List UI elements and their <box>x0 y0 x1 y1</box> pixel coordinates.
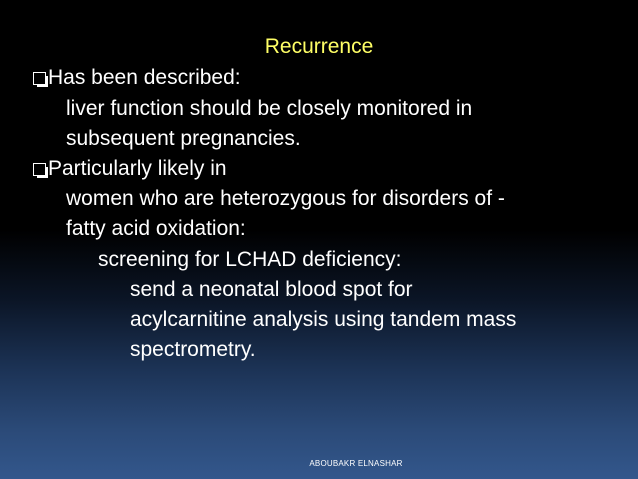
body-line: acylcarnitine analysis using tandem mass <box>130 308 517 331</box>
body-line: subsequent pregnancies. <box>66 127 301 150</box>
body-line: spectrometry. <box>130 338 256 361</box>
body-line: fatty acid oxidation: <box>66 217 246 240</box>
slide-title: Recurrence <box>264 35 374 58</box>
body-line: liver function should be closely monitored in <box>66 97 473 120</box>
checkbox-bullet-icon <box>33 163 46 176</box>
checkbox-bullet-icon <box>33 72 46 85</box>
bullet-item-has-been-described: Has been described: <box>33 66 241 90</box>
body-line: screening for LCHAD deficiency: <box>98 248 402 271</box>
slide-footer: ABOUBAKR ELNASHAR <box>309 459 403 468</box>
body-line: women who are heterozygous for disorders of - <box>66 187 505 210</box>
bullet-item-particularly-likely: Particularly likely in <box>33 157 227 181</box>
body-line: send a neonatal blood spot for <box>130 278 413 301</box>
